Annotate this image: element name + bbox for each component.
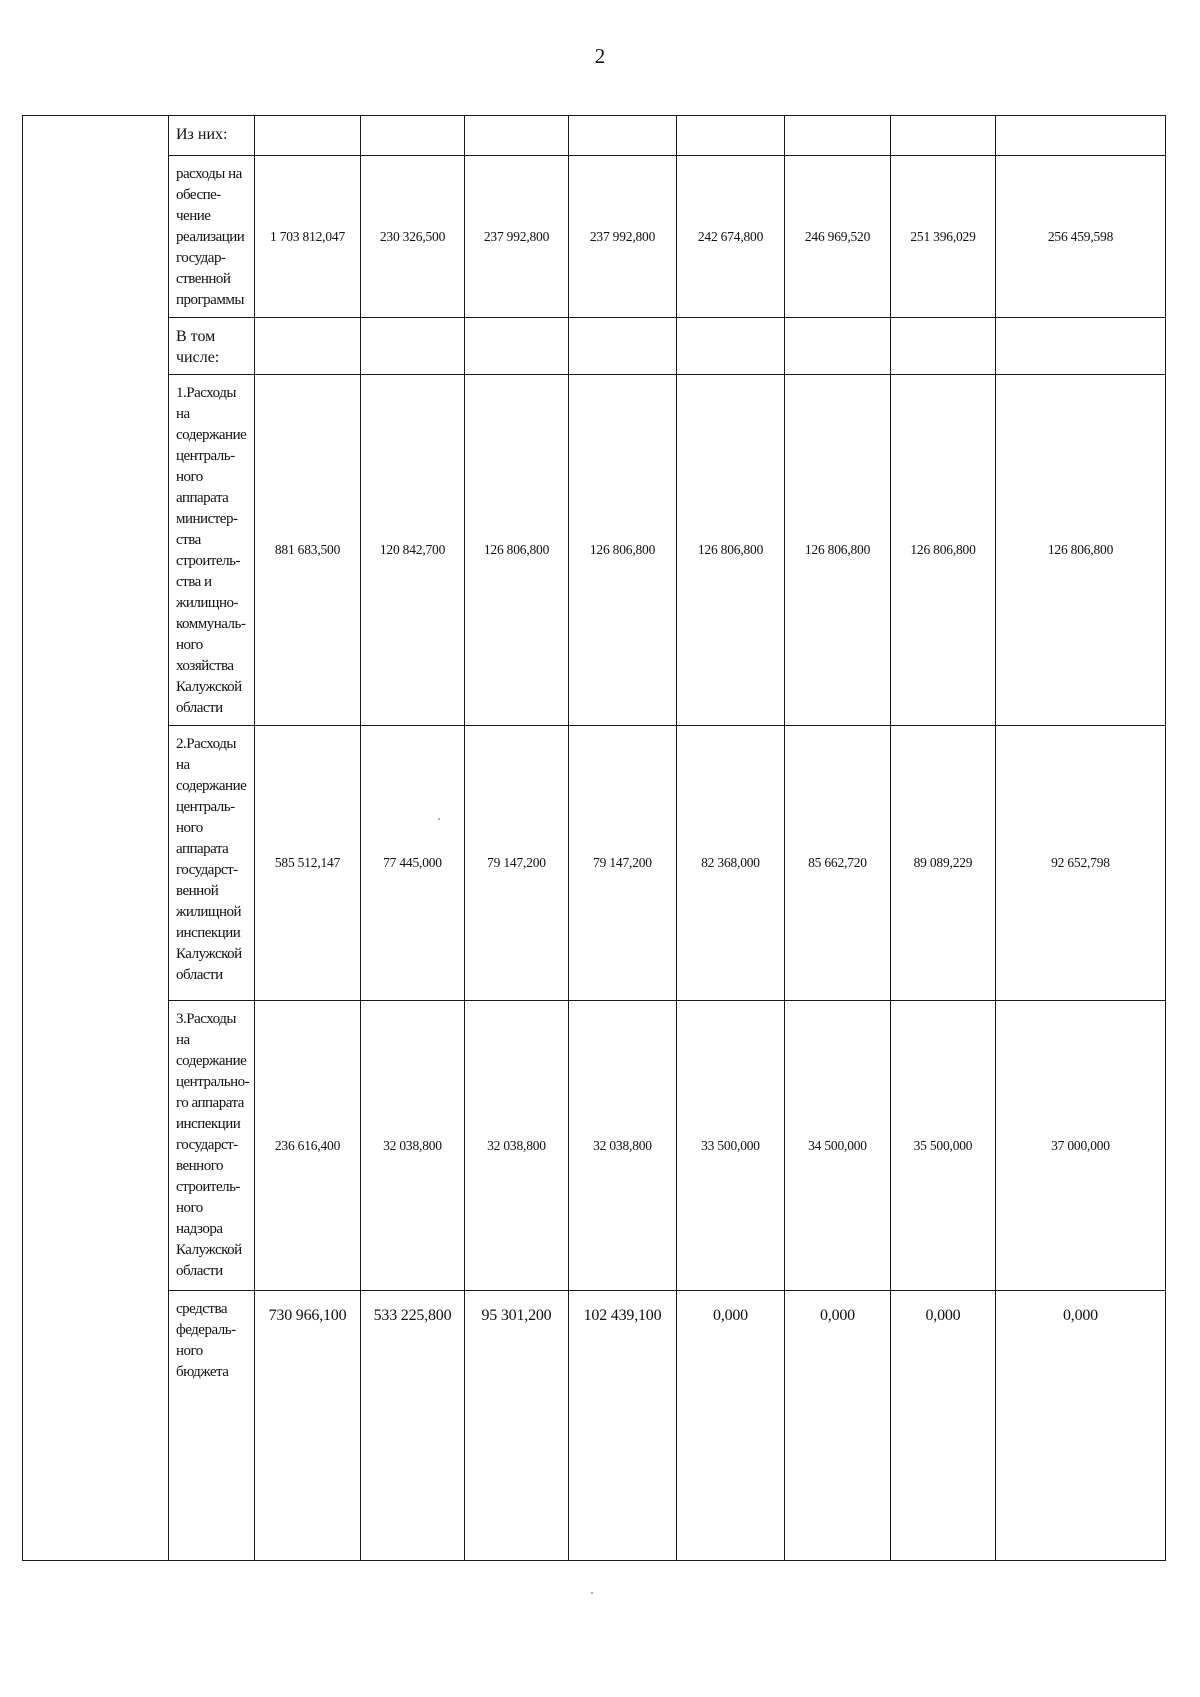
value-cell: 102 439,100 <box>569 1291 677 1561</box>
table-row <box>23 156 1166 318</box>
value-cell: 79 147,200 <box>465 726 569 1001</box>
row-label: 1.Расходы на содержание централь-ного аппарата министер-ства строитель-ства и жилищно-коммуналь-ного хозяйства Калужской области <box>169 375 255 726</box>
value-cell: 1 703 812,047 <box>255 156 361 318</box>
value-cell <box>891 318 996 375</box>
value-cell: 126 806,800 <box>465 375 569 726</box>
value-cell <box>361 116 465 156</box>
value-cell: 77 445,000 <box>361 726 465 1001</box>
table-row <box>23 375 1166 726</box>
value-cell: 32 038,800 <box>361 1001 465 1291</box>
value-cell: 82 368,000 <box>677 726 785 1001</box>
scan-speck <box>591 1592 593 1594</box>
row-label: средства федераль-ного бюджета <box>169 1291 255 1561</box>
row-label: Из них: <box>169 116 255 156</box>
value-cell: 34 500,000 <box>785 1001 891 1291</box>
value-cell <box>465 318 569 375</box>
value-cell: 95 301,200 <box>465 1291 569 1561</box>
row-label: расходы на обеспе-чение реализации государ-ственной программы <box>169 156 255 318</box>
scan-speck <box>438 818 440 820</box>
value-cell: 251 396,029 <box>891 156 996 318</box>
table-row <box>23 1001 1166 1291</box>
value-cell: 37 000,000 <box>996 1001 1166 1291</box>
value-cell <box>785 116 891 156</box>
empty-first-column-cell <box>23 116 169 1561</box>
value-cell <box>677 318 785 375</box>
value-cell: 126 806,800 <box>891 375 996 726</box>
value-cell: 0,000 <box>677 1291 785 1561</box>
value-cell <box>569 116 677 156</box>
row-label: 2.Расходы на содержание централь-ного аппарата государст-венной жилищной инспекции Калужской области <box>169 726 255 1001</box>
value-cell <box>677 116 785 156</box>
value-cell: 0,000 <box>891 1291 996 1561</box>
value-cell: 585 512,147 <box>255 726 361 1001</box>
value-cell: 126 806,800 <box>569 375 677 726</box>
value-cell: 126 806,800 <box>677 375 785 726</box>
value-cell: 242 674,800 <box>677 156 785 318</box>
value-cell: 0,000 <box>785 1291 891 1561</box>
value-cell: 120 842,700 <box>361 375 465 726</box>
table-row <box>23 1291 1166 1561</box>
value-cell: 32 038,800 <box>465 1001 569 1291</box>
table-row <box>23 116 1166 156</box>
table-row <box>23 318 1166 375</box>
value-cell: 730 966,100 <box>255 1291 361 1561</box>
value-cell <box>569 318 677 375</box>
value-cell: 32 038,800 <box>569 1001 677 1291</box>
value-cell <box>255 318 361 375</box>
value-cell: 237 992,800 <box>569 156 677 318</box>
value-cell <box>255 116 361 156</box>
budget-table <box>22 115 1166 1561</box>
row-label: 3.Расходы на содержание центрально-го аппарата инспекции государст-венного строитель-ного надзора Калужской области <box>169 1001 255 1291</box>
value-cell: 126 806,800 <box>785 375 891 726</box>
value-cell: 533 225,800 <box>361 1291 465 1561</box>
table-row <box>23 726 1166 1001</box>
value-cell <box>996 116 1166 156</box>
value-cell: 237 992,800 <box>465 156 569 318</box>
row-label: В том числе: <box>169 318 255 375</box>
value-cell: 246 969,520 <box>785 156 891 318</box>
value-cell: 79 147,200 <box>569 726 677 1001</box>
value-cell <box>785 318 891 375</box>
value-cell: 256 459,598 <box>996 156 1166 318</box>
value-cell: 33 500,000 <box>677 1001 785 1291</box>
value-cell <box>891 116 996 156</box>
value-cell: 35 500,000 <box>891 1001 996 1291</box>
value-cell: 92 652,798 <box>996 726 1166 1001</box>
value-cell: 236 616,400 <box>255 1001 361 1291</box>
value-cell: 230 326,500 <box>361 156 465 318</box>
value-cell: 881 683,500 <box>255 375 361 726</box>
value-cell: 126 806,800 <box>996 375 1166 726</box>
value-cell <box>361 318 465 375</box>
value-cell: 0,000 <box>996 1291 1166 1561</box>
page-number: 2 <box>594 44 606 68</box>
value-cell <box>996 318 1166 375</box>
value-cell: 89 089,229 <box>891 726 996 1001</box>
value-cell <box>465 116 569 156</box>
value-cell: 85 662,720 <box>785 726 891 1001</box>
